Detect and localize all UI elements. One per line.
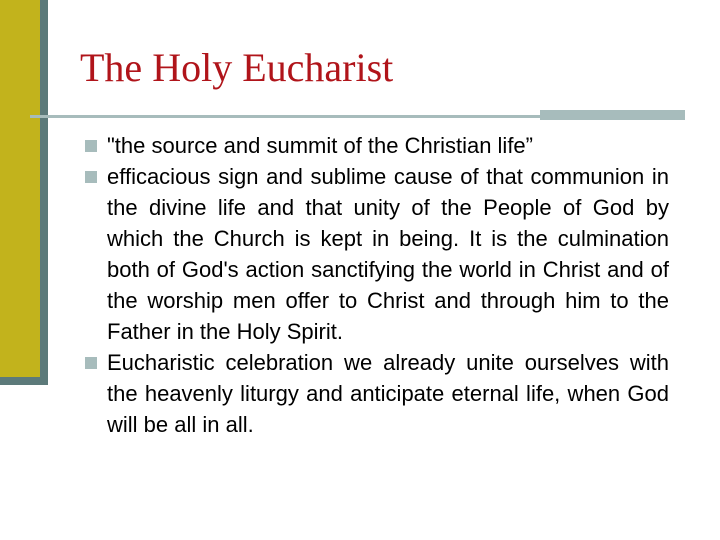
bullet-text: Eucharistic celebration we already unite ourselves with the heavenly liturgy and anticipate eternal life, when God will be all in all.: [107, 350, 669, 437]
bullet-item: [85, 161, 669, 347]
bullet-text: efficacious sign and sublime cause of that communion in the divine life and that unity of the People of God by which the Church is kept in being. It is the culmination both of God's action sanctifying the world in Christ and of the worship men offer to Christ and through him to the Father in the Holy Spirit.: [107, 164, 669, 344]
left-accent-stripe: [40, 0, 48, 385]
square-bullet-icon: [85, 171, 97, 183]
bullet-text: "the source and summit of the Christian life”: [107, 133, 533, 158]
square-bullet-icon: [85, 357, 97, 369]
slide-title: The Holy Eucharist: [80, 45, 394, 90]
square-bullet-icon: [85, 140, 97, 152]
bullet-item: [85, 347, 669, 440]
bullet-list: [85, 130, 669, 440]
left-decorative-bar: [0, 0, 40, 385]
bullet-item: [85, 130, 669, 161]
title-underline-block: [540, 110, 685, 120]
left-accent-base: [0, 377, 48, 385]
